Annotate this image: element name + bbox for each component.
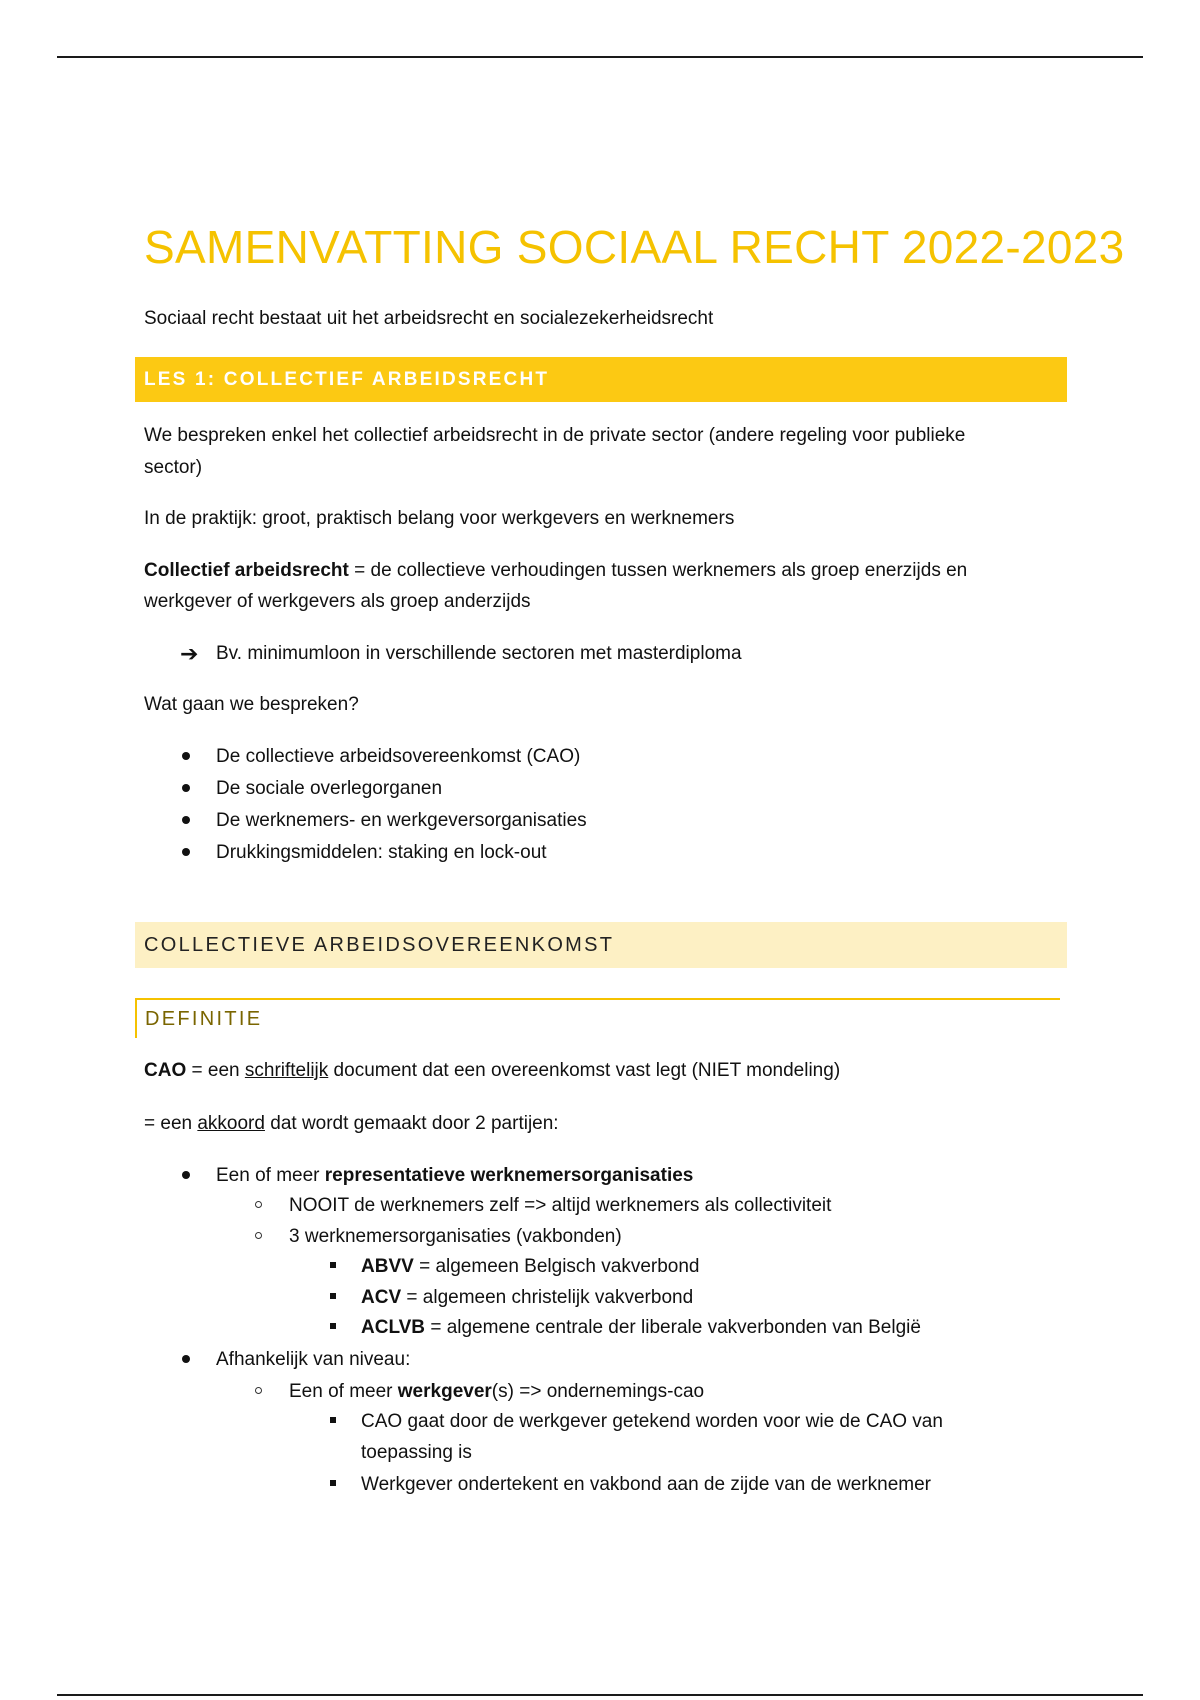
definition-line1	[144, 555, 967, 586]
intro-paragraph: Sociaal recht bestaat uit het arbeidsrecht en socialezekerheidsrecht	[144, 308, 714, 329]
arrow-icon: ➔	[180, 641, 199, 666]
union-abbr: ACV	[361, 1287, 402, 1308]
circle-bullet-icon	[255, 1387, 262, 1394]
sub-list-item-bold: werkgever	[397, 1381, 492, 1402]
sub-sub-list-item-line1: CAO gaat door de werkgever getekend worden voor wie de CAO van	[361, 1411, 943, 1432]
square-bullet-icon	[330, 1323, 336, 1329]
union-desc: = algemene centrale der liberale vakverbonden van België	[425, 1317, 921, 1338]
list-item: Drukkingsmiddelen: staking en lock-out	[216, 842, 547, 863]
sub-list-item: 3 werknemersorganisaties (vakbonden)	[289, 1226, 622, 1247]
sub-list-item-text: (s) => ondernemings-cao	[491, 1381, 705, 1402]
sub-list-item	[289, 1376, 704, 1407]
paragraph-scope-line1: We bespreken enkel het collectief arbeidsrecht in de private sector (andere regeling voor publieke	[144, 425, 966, 446]
paragraph-scope-line2: sector)	[144, 457, 203, 478]
bullet-icon	[182, 784, 190, 792]
square-bullet-icon	[330, 1480, 336, 1486]
union-abbr: ACLVB	[361, 1317, 426, 1338]
union-desc: = algemeen christelijk vakverbond	[401, 1287, 694, 1308]
list-item: Afhankelijk van niveau:	[216, 1349, 411, 1370]
list-item	[216, 1160, 693, 1191]
bullet-icon	[182, 752, 190, 760]
circle-bullet-icon	[255, 1201, 262, 1208]
bullet-icon	[182, 1171, 190, 1179]
bullet-icon	[182, 1355, 190, 1363]
union-abbr: ABVV	[361, 1256, 414, 1277]
heading-cao-text: COLLECTIEVE ARBEIDSOVEREENKOMST	[144, 933, 615, 956]
sub-sub-list-item: Werkgever ondertekent en vakbond aan de zijde van de werknemer	[361, 1474, 931, 1495]
union-item	[361, 1282, 693, 1313]
definition-line2: werkgever of werkgevers als groep anderzijds	[144, 591, 531, 612]
heading-les1-text: LES 1: COLLECTIEF ARBEIDSRECHT	[144, 368, 550, 390]
list-item-text: Een of meer	[216, 1165, 325, 1186]
list-item-bold: representatieve werknemersorganisaties	[324, 1165, 694, 1186]
sub-list-item: NOOIT de werknemers zelf => altijd werknemers als collectiviteit	[289, 1195, 832, 1216]
akkoord-definition	[144, 1108, 559, 1139]
document-title: SAMENVATTING SOCIAAL RECHT 2022-2023	[144, 221, 1125, 273]
square-bullet-icon	[330, 1262, 336, 1268]
cao-definition-part: document dat een overeenkomst vast legt (NIET mondeling)	[328, 1060, 841, 1081]
bullet-icon	[182, 816, 190, 824]
definition-term: Collectief arbeidsrecht	[144, 560, 349, 581]
question-text: Wat gaan we bespreken?	[144, 694, 359, 715]
bullet-icon	[182, 848, 190, 856]
cao-definition	[144, 1055, 840, 1086]
heading-definitie	[135, 998, 1060, 1038]
list-item: De sociale overlegorganen	[216, 778, 443, 799]
square-bullet-icon	[330, 1417, 336, 1423]
sub-sub-list-item-line2: toepassing is	[361, 1442, 472, 1463]
bottom-rule	[57, 1694, 1143, 1696]
square-bullet-icon	[330, 1293, 336, 1299]
paragraph-practice: In de praktijk: groot, praktisch belang voor werkgevers en werknemers	[144, 508, 735, 529]
cao-definition-part: = een	[186, 1060, 245, 1081]
heading-definitie-text: DEFINITIE	[145, 1007, 263, 1030]
sub-list-item-text: Een of meer	[289, 1381, 398, 1402]
heading-cao	[135, 922, 1067, 968]
list-item: De collectieve arbeidsovereenkomst (CAO)	[216, 746, 581, 767]
arrow-item-text: Bv. minimumloon in verschillende sectoren met masterdiploma	[216, 643, 742, 664]
circle-bullet-icon	[255, 1232, 262, 1239]
underlined-word: akkoord	[197, 1113, 265, 1134]
akkoord-definition-part: = een	[144, 1113, 198, 1134]
union-desc: = algemeen Belgisch vakverbond	[413, 1256, 700, 1277]
heading-les1	[135, 357, 1067, 402]
underlined-word: schriftelijk	[244, 1060, 329, 1081]
definition-text: = de collectieve verhoudingen tussen werknemers als groep enerzijds en	[348, 560, 968, 581]
union-item	[361, 1312, 921, 1343]
akkoord-definition-part: dat wordt gemaakt door 2 partijen:	[264, 1113, 559, 1134]
union-item	[361, 1251, 700, 1282]
cao-term: CAO	[144, 1060, 187, 1081]
list-item: De werknemers- en werkgeversorganisaties	[216, 810, 587, 831]
